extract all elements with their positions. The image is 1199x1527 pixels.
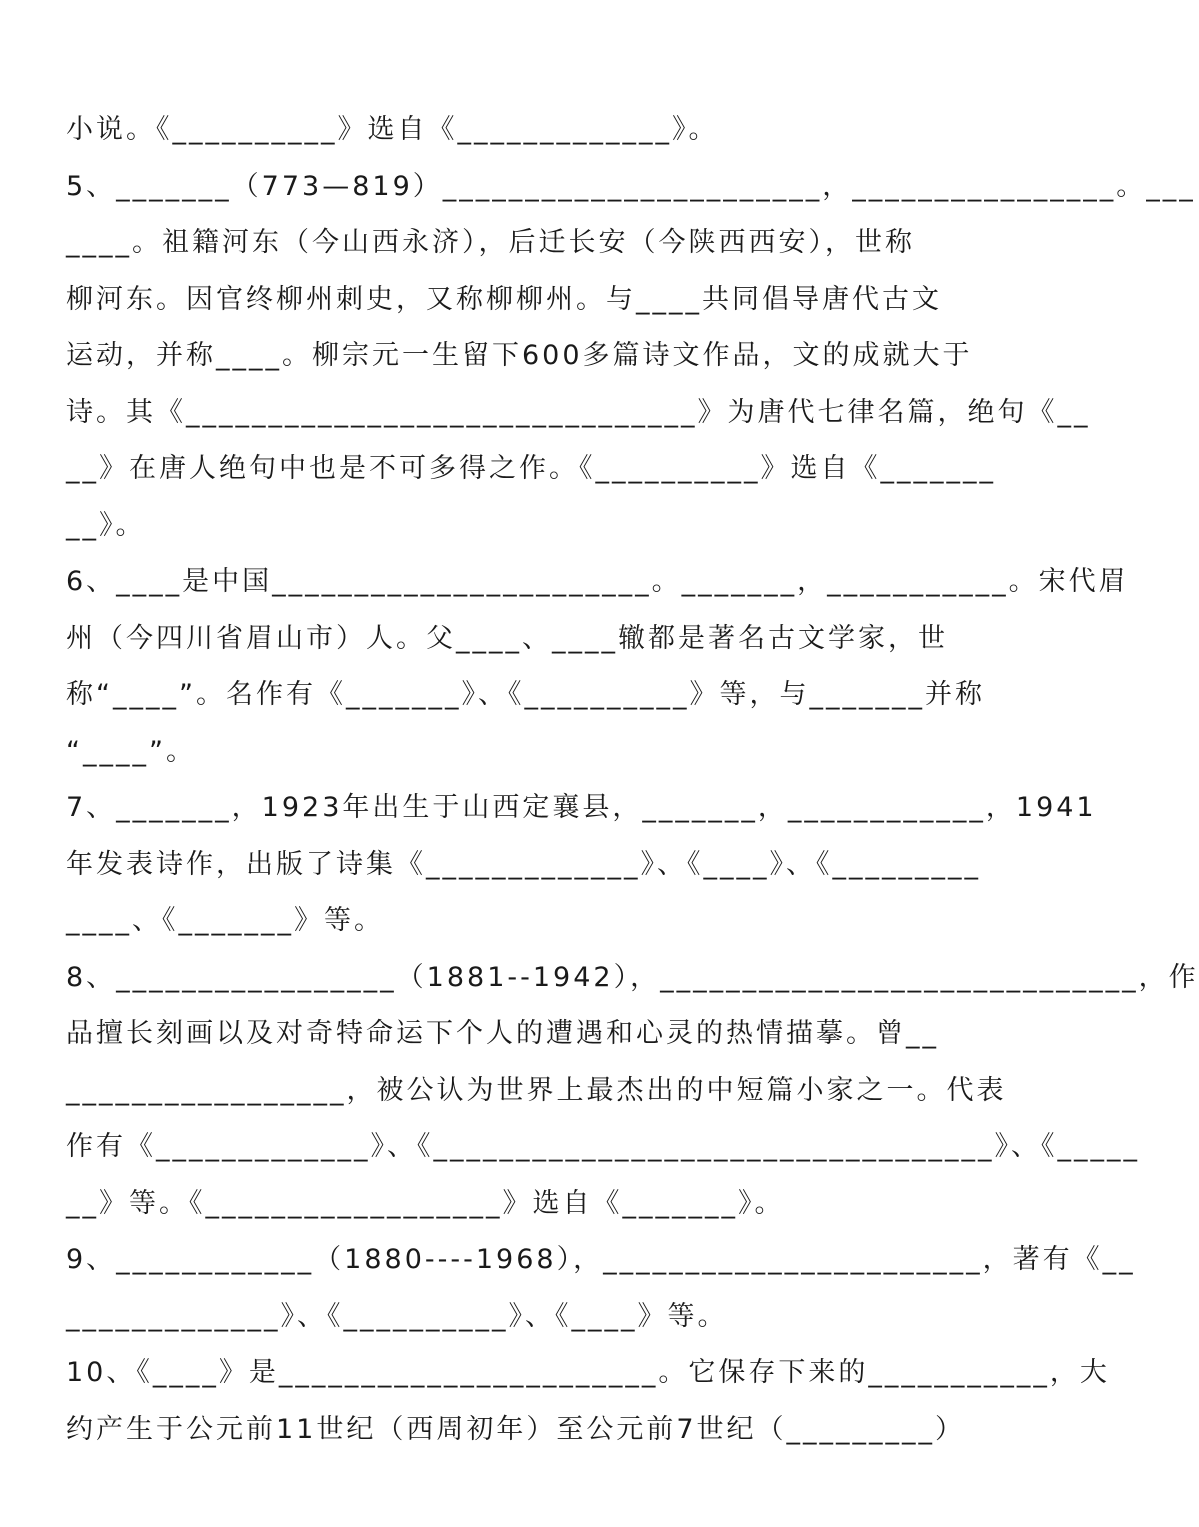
text-line: __》在唐人绝句中也是不可多得之作。《__________》选自《_______ — [66, 453, 996, 484]
text-line: _________________，被公认为世界上最杰出的中短篇小家之一。代表 — [66, 1075, 1007, 1106]
text-line: 7、_______，1923年出生于山西定襄县，_______，____________，1941 — [66, 792, 1097, 823]
text-line: 小说。《__________》选自《_____________》。 — [66, 114, 719, 145]
text-line: __》等。《__________________》选自《_______》。 — [66, 1188, 785, 1219]
text-line: ____。祖籍河东（今山西永济），后迁长安（今陕西西安），世称 — [66, 227, 915, 258]
text-line: 10、《____》是_______________________。它保存下来的___________，大 — [66, 1357, 1110, 1388]
text-line: 年发表诗作，出版了诗集《_____________》、《____》、《_________ — [66, 849, 981, 880]
text-line: 称“____”。名作有《_______》、《__________》等，与_______并称 — [66, 679, 985, 710]
text-line: __》。 — [66, 510, 146, 541]
text-line: 6、____是中国_______________________。_______，___________。宋代眉 — [66, 566, 1129, 597]
text-line: 作有《_____________》、《__________________________________》、《_____ — [66, 1131, 1140, 1162]
text-line: 9、____________（1880----1968），_______________________，著有《__ — [66, 1244, 1136, 1275]
text-line: 州（今四川省眉山市）人。父____、____辙都是著名古文学家，世 — [66, 623, 948, 654]
text-line: 5、_______（773—819）_______________________，________________。___ — [66, 171, 1196, 202]
text-line: 诗。其《_______________________________》为唐代七律名篇，绝句《__ — [66, 397, 1091, 428]
text-line: 品擅长刻画以及对奇特命运下个人的遭遇和心灵的热情描摹。曾__ — [66, 1018, 939, 1049]
text-line: ____、《_______》等。 — [66, 905, 384, 936]
text-line: 8、_________________（1881--1942），_____________________________，作 — [66, 962, 1199, 993]
text-line: _____________》、《__________》、《____》等。 — [66, 1301, 728, 1332]
text-line: “____”。 — [66, 736, 196, 767]
text-line: 柳河东。因官终柳州刺史，又称柳柳州。与____共同倡导唐代古文 — [66, 284, 942, 315]
text-line: 运动，并称____。柳宗元一生留下600多篇诗文作品，文的成就大于 — [66, 340, 973, 371]
text-line: 约产生于公元前11世纪（西周初年）至公元前7世纪（_________） — [66, 1414, 966, 1445]
